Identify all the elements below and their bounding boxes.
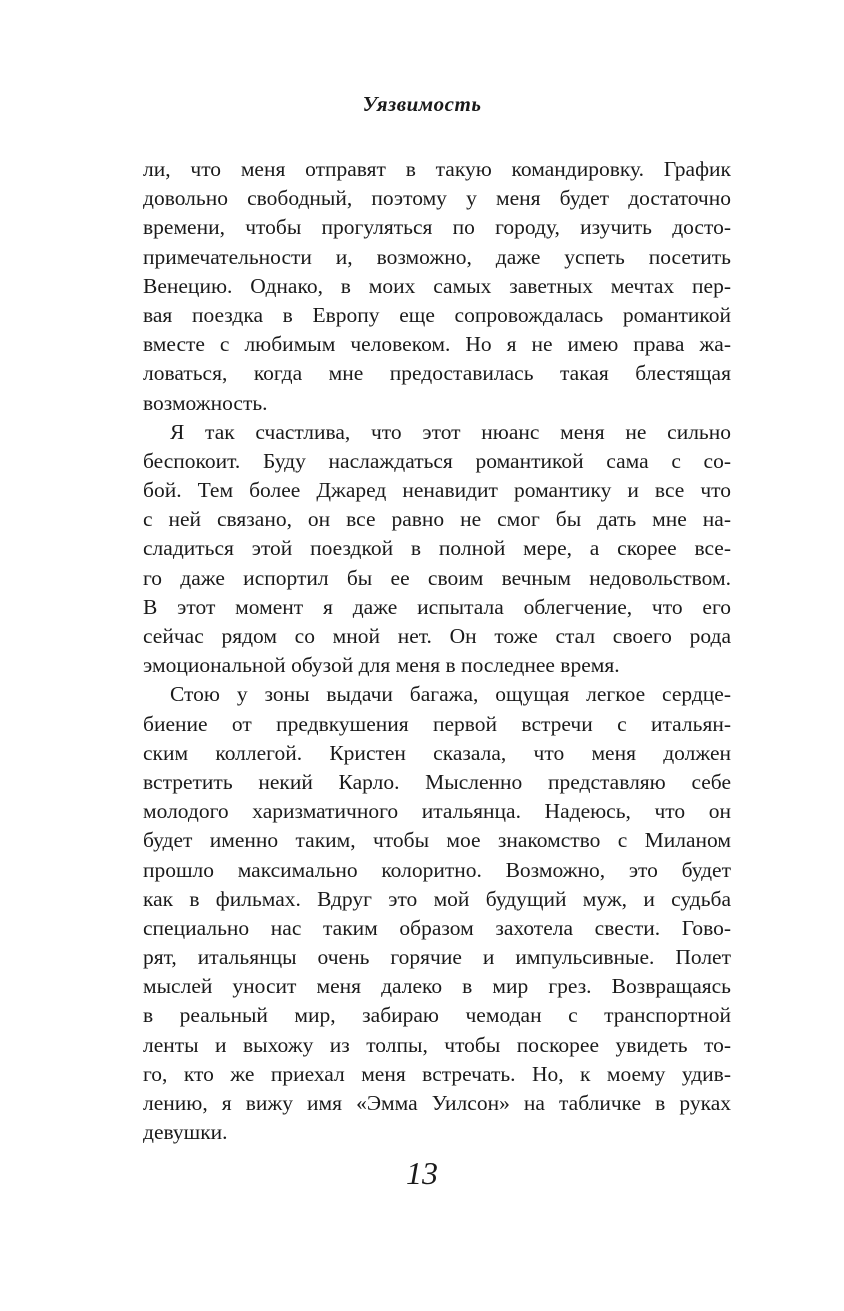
body-text xyxy=(143,155,731,1147)
text-line: в реальный мир, забираю чемодан с транспортной xyxy=(143,1003,731,1028)
text-line: встретить некий Карло. Мысленно представляю себе xyxy=(143,769,731,794)
text-line: В этот момент я даже испытала облегчение, что его xyxy=(143,594,731,619)
paragraph xyxy=(143,680,731,1147)
paragraph xyxy=(143,418,731,681)
text-line: времени, чтобы прогуляться по городу, изучить досто- xyxy=(143,215,731,240)
text-line: эмоциональной обузой для меня в последнее время. xyxy=(143,653,620,678)
text-line: биение от предвкушения первой встречи с итальян- xyxy=(143,711,731,736)
text-line: сладиться этой поездкой в полной мере, а скорее все- xyxy=(143,536,731,561)
text-line: мыслей уносит меня далеко в мир грез. Возвращаясь xyxy=(143,974,731,999)
text-line: Стою у зоны выдачи багажа, ощущая легкое сердце- xyxy=(170,682,731,707)
page-number: 13 xyxy=(406,1155,438,1191)
text-line: возможность. xyxy=(143,390,268,415)
text-line: лению, я вижу имя «Эмма Уилсон» на табличке в руках xyxy=(143,1091,731,1115)
text-line: довольно свободный, поэтому у меня будет достаточно xyxy=(143,186,731,211)
text-line: сейчас рядом со мной нет. Он тоже стал своего рода xyxy=(143,624,731,648)
text-line: ским коллегой. Кристен сказала, что меня должен xyxy=(143,740,731,765)
text-line: будет именно таким, чтобы мое знакомство с Миланом xyxy=(143,828,731,853)
text-line: Я так счастлива, что этот нюанс меня не сильно xyxy=(170,419,731,444)
text-line: ленты и выхожу из толпы, чтобы поскорее увидеть то- xyxy=(143,1032,731,1057)
paragraph xyxy=(143,155,731,418)
text-line: Венецию. Однако, в моих самых заветных мечтах пер- xyxy=(143,273,731,298)
text-line: девушки. xyxy=(143,1120,228,1145)
text-line: го даже испортил бы ее своим вечным недовольством. xyxy=(143,565,731,590)
text-line: молодого харизматичного итальянца. Надеюсь, что он xyxy=(143,799,731,824)
text-line: с ней связано, он все равно не смог бы дать мне на- xyxy=(143,507,731,532)
text-line: как в фильмах. Вдруг это мой будущий муж, и судьба xyxy=(143,886,731,911)
text-line: прошло максимально колоритно. Возможно, это будет xyxy=(143,857,731,882)
text-line: рят, итальянцы очень горячие и импульсивные. Полет xyxy=(143,945,731,970)
text-line: специально нас таким образом захотела свести. Гово- xyxy=(143,915,731,940)
text-line: вместе с любимым человеком. Но я не имею права жа- xyxy=(143,332,731,357)
text-line: вая поездка в Европу еще сопровождалась романтикой xyxy=(143,302,731,327)
text-line: ловаться, когда мне предоставилась такая блестящая xyxy=(143,361,731,386)
running-head: Уязвимость xyxy=(362,92,482,116)
text-line: ли, что меня отправят в такую командировку. График xyxy=(143,157,731,181)
text-line: примечательности и, возможно, даже успеть посетить xyxy=(143,244,731,269)
text-line: беспокоит. Буду наслаждаться романтикой сама с со- xyxy=(143,448,731,473)
text-line: бой. Тем более Джаред ненавидит романтику и все что xyxy=(143,478,731,503)
text-line: го, кто же приехал меня встречать. Но, к моему удив- xyxy=(143,1061,731,1086)
